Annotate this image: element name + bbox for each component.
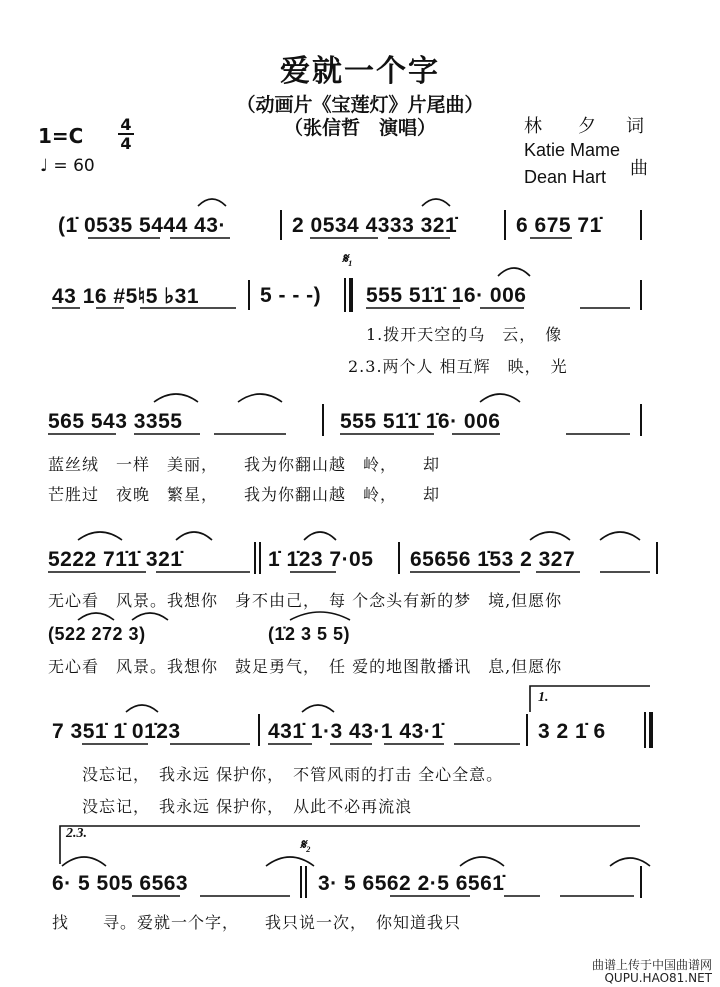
volta-2-label: 2.3. bbox=[66, 826, 87, 841]
measure-r1-1: (1̇ 0535 5444 43· bbox=[58, 214, 226, 237]
performer-line: （张信哲 演唱） bbox=[283, 117, 436, 139]
measure-r5-3: 3 2 1̇ 6 bbox=[538, 720, 606, 743]
measure-r5-1: 7 351̇ 1̇ 01̇23 bbox=[52, 720, 181, 743]
lyric-line-c1: 无心看 风景。我想你 身不由己， 每 个念头有新的梦 境,但愿你 bbox=[48, 591, 563, 610]
measure-r1-2: 2 0534 4333 321̇ bbox=[292, 214, 458, 237]
composer-name-1: Katie Mame bbox=[524, 140, 621, 160]
composer-name-2: Dean Hart bbox=[524, 167, 607, 187]
time-signature-top: 4 bbox=[120, 115, 132, 134]
measure-r4-2: 1̇ 1̇23 7·05 bbox=[268, 548, 374, 571]
measure-r1-3: 6 675 71̇ bbox=[516, 214, 602, 237]
composer-role: 曲 bbox=[630, 158, 648, 179]
lyric-line-b2: 芒胜过 夜晚 繁星， 我为你翻山越 岭， 却 bbox=[48, 485, 441, 504]
lyric-line-d2: 没忘记， 我永远 保护你， 从此不必再流浪 bbox=[82, 797, 413, 816]
alt-notes-1: (522 272 3) bbox=[48, 624, 146, 644]
lyric-line-b1: 蓝丝绒 一样 美丽， 我为你翻山越 岭， 却 bbox=[48, 455, 441, 474]
site-watermark bbox=[592, 959, 712, 985]
time-signature-bottom: 4 bbox=[118, 133, 134, 152]
measure-r3-1: 565 543 3355 bbox=[48, 410, 183, 433]
measure-r6-2: 3· 5 6562 2·5 6561̇ bbox=[318, 872, 505, 895]
measure-r2-1: 43 16 #5♮5 ♭31 bbox=[52, 285, 200, 308]
site-watermark-line2: QUPU.HAO81.NET bbox=[604, 971, 712, 985]
lyricist-role: 词 bbox=[626, 116, 644, 137]
measure-r2-2: 5 - - -) bbox=[260, 284, 322, 307]
lyric-line-d1: 没忘记， 我永远 保护你， 不管风雨的打击 全心全意。 bbox=[82, 765, 504, 784]
measure-r4-1: 5222 71̇1̇ 321̇ bbox=[48, 548, 183, 571]
measure-r2-3: 555 51̇1̇ 16· 006 bbox=[366, 284, 527, 307]
volta-1-label: 1. bbox=[538, 690, 549, 705]
site-watermark-line1: 曲谱上传于中国曲谱网 bbox=[591, 958, 712, 972]
measure-r6-1: 6· 5 505 6563 bbox=[52, 872, 189, 895]
key-signature: 1=C bbox=[38, 124, 84, 148]
segno-1-mark: 𝄋₁ bbox=[342, 252, 353, 267]
tempo-marking: ♩ = 60 bbox=[40, 156, 95, 176]
lyric-line-a2: 2.3.两个人 相互辉 映， 光 bbox=[348, 357, 568, 376]
song-title: 爱就一个字 bbox=[280, 54, 440, 89]
lyric-line-a1: 1.拨开天空的乌 云， 像 bbox=[366, 325, 563, 344]
alt-notes-2: (1̇2 3 5 5) bbox=[268, 624, 351, 644]
measure-r3-2: 555 51̇1̇ 1̇6· 006 bbox=[340, 410, 501, 433]
lyric-line-c2: 无心看 风景。我想你 鼓足勇气， 任 爱的地图散播讯 息,但愿你 bbox=[48, 657, 563, 676]
segno-2-mark: 𝄋₂ bbox=[300, 838, 311, 853]
measure-r5-2: 431̇ 1·3 43·1 43·1̇ bbox=[268, 720, 444, 743]
lyric-line-e: 找 寻。爱就一个字， 我只说一次， 你知道我只 bbox=[52, 913, 462, 932]
song-subtitle: （动画片《宝莲灯》片尾曲） bbox=[236, 94, 484, 116]
lyricist-name: 林 夕 bbox=[524, 116, 596, 137]
measure-r4-3: 65656 1̇53 2 327 bbox=[410, 548, 576, 571]
